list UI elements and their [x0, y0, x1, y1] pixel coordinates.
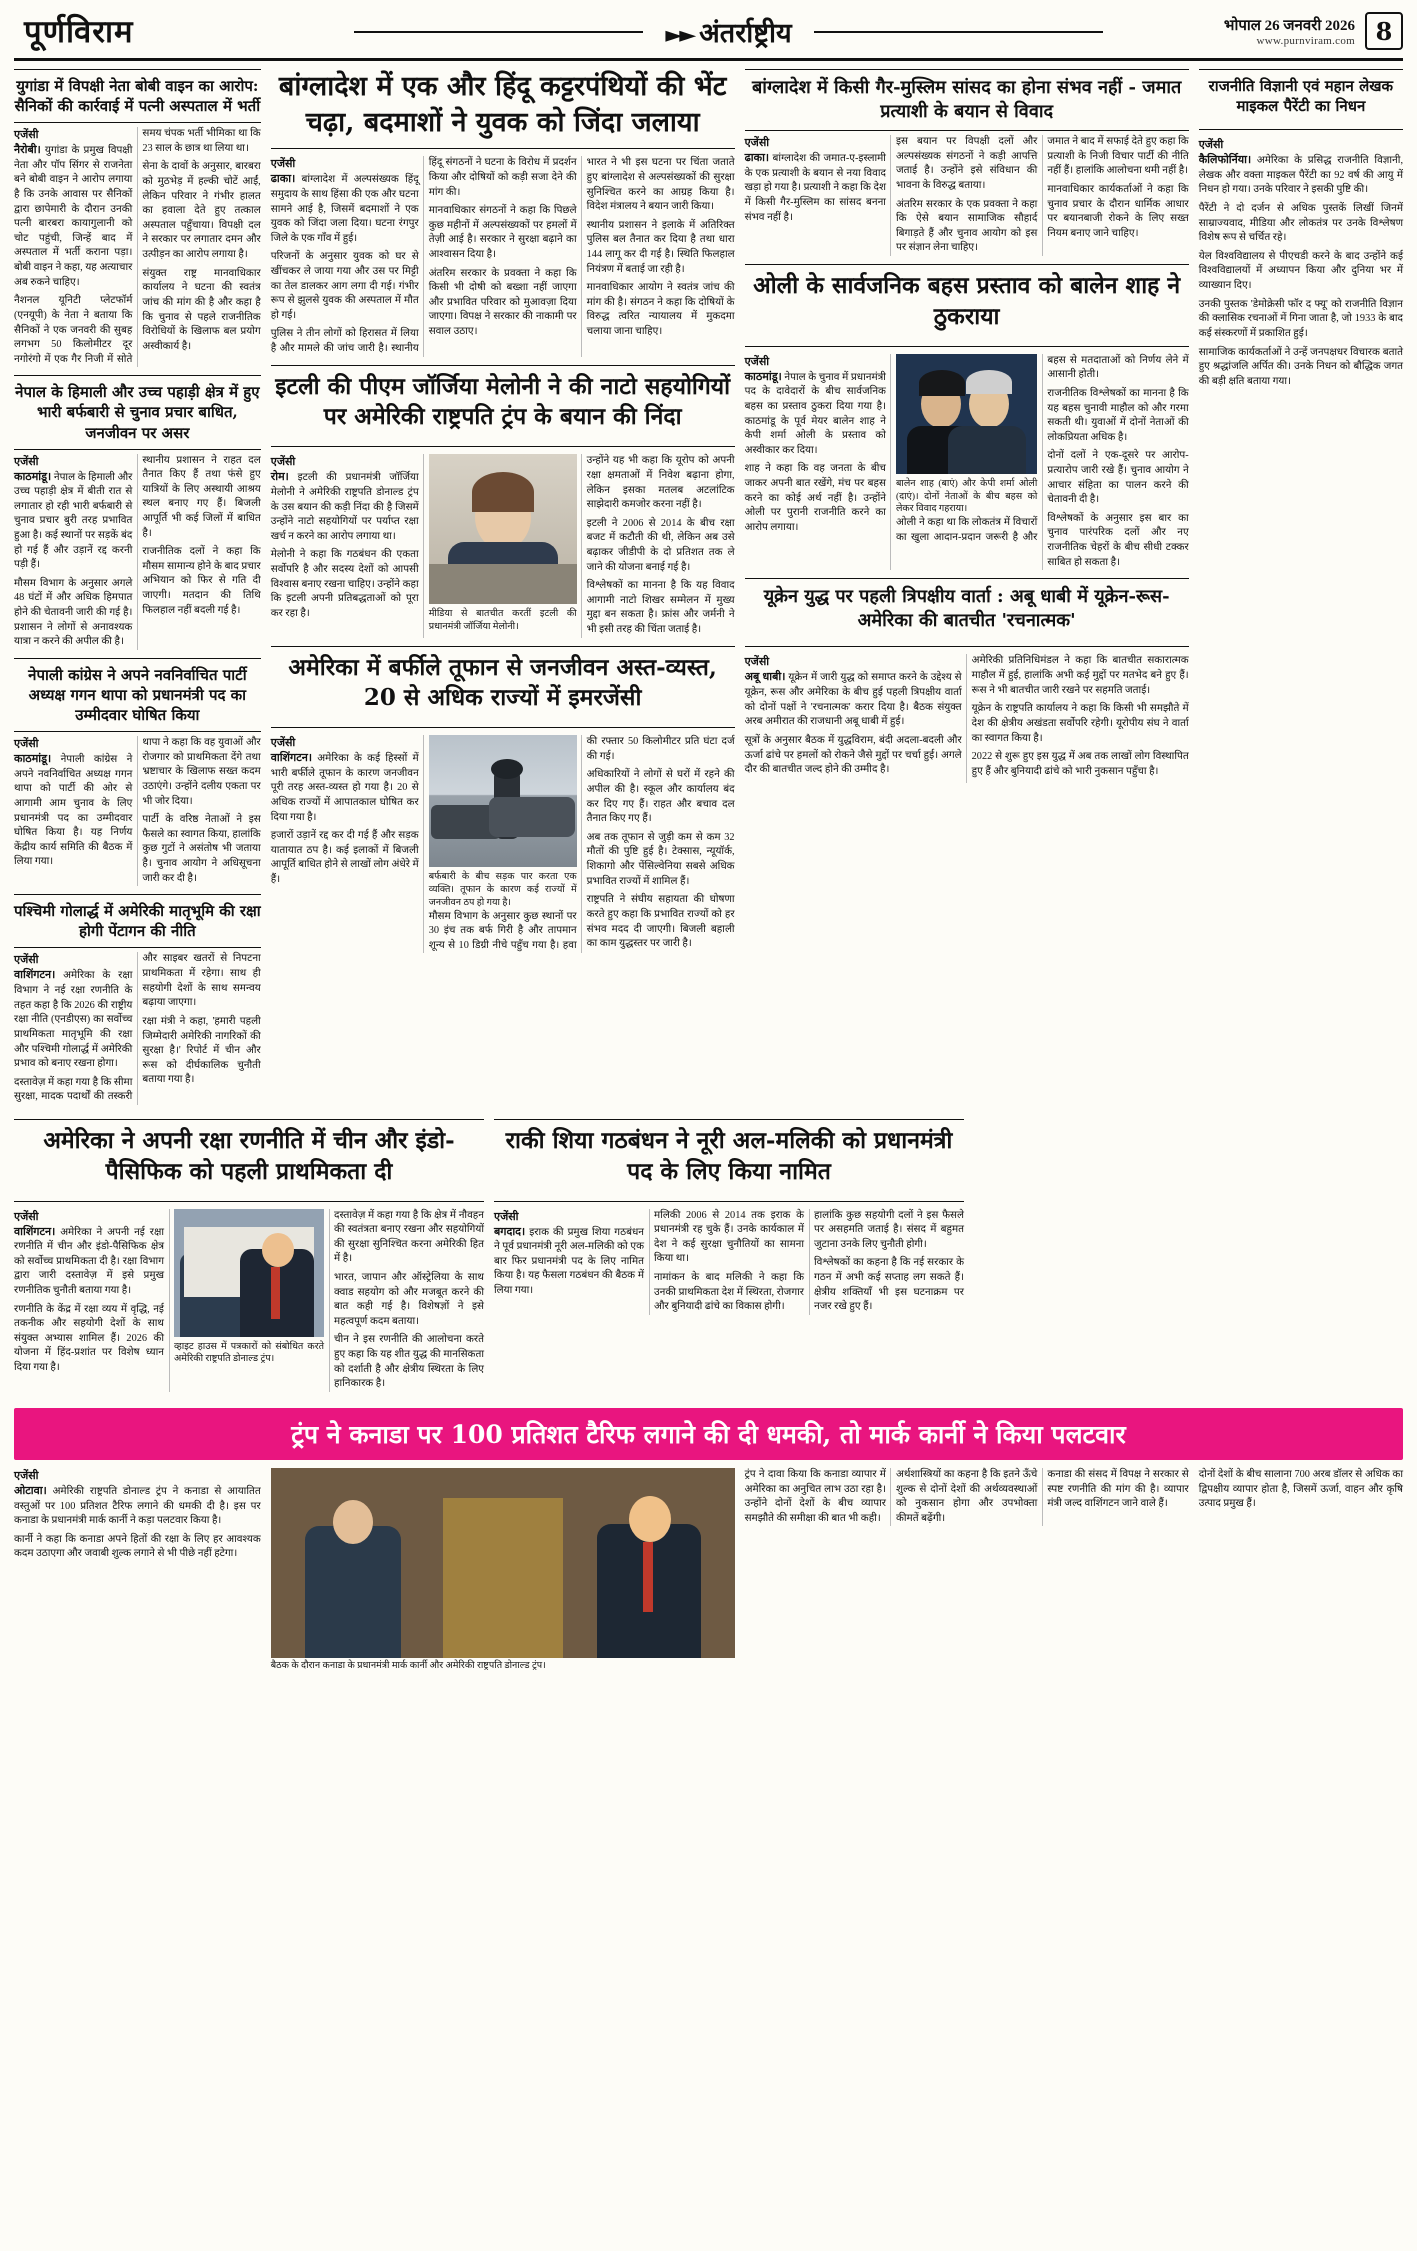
article-paragraph: दोनों देशों के बीच सालाना 700 अरब डॉलर से अधिक का द्विपक्षीय व्यापार होता है, जिसमें ऊर्जा, वाहन और कृषि उत्पाद प्रमुख हैं।	[1198, 1468, 1404, 1510]
byline-oli: एजेंसी	[744, 355, 770, 368]
photo-trump-white-house	[174, 1209, 324, 1337]
article-paragraph: काठमांडू। नेपाली कांग्रेस ने अपने नवनिर्वाचित अध्यक्ष गगन थापा को पार्टी की ओर से आगामी आम चुनाव के लिए प्रधानमंत्री पद का उम्मीदवार घोषित किया है। यह निर्णय केंद्रीय कार्य समिति की बैठक में लिया गया।	[14, 753, 133, 868]
headline-pentagon[interactable]: पश्चिमी गोलार्द्ध में अमेरिकी मातृभूमि की रक्षा होगी पेंटागन की नीति	[14, 902, 261, 941]
article-paragraph: वाशिंगटन। अमेरिका के रक्षा विभाग ने नई रक्षा रणनीति के तहत कहा है कि 2026 की राष्ट्रीय रक्षा नीति (एनडीएस) का सर्वोच्च प्राथमिकता मातृभूमि की रक्षा और पश्चिमी गोलार्द्ध में अमेरिकी प्रभाव को बनाए रखना होगा।	[14, 969, 133, 1070]
article-paragraph: मौसम विभाग के अनुसार कुछ स्थानों पर 30 इंच तक बर्फ गिरी है और तापमान शून्य से 10 डिग्री नीचे पहुँच गया है। हवा की रफ्तार 50 किलोमीटर प्रति घंटा दर्ज की गई।	[428, 736, 735, 951]
article-paragraph: अबू धाबी। यूक्रेन में जारी युद्ध को समाप्त करने के उद्देश्य से यूक्रेन, रूस और अमेरिका के बीच हुई पहली त्रिपक्षीय वार्ता को दोनों पक्षों ने 'रचनात्मक' करार दिया है। बैठक संयुक्त अरब अमीरात की राजधानी अबू धाबी में हुई।	[744, 671, 962, 728]
article-nepal-snowfall	[14, 375, 261, 650]
tariff-col-4	[1199, 1468, 1403, 1673]
article-paragraph: मौसम विभाग के अनुसार अगले 48 घंटों में और अधिक हिमपात होने की चेतावनी जारी की गई है। प्रशासन ने लोगों से अनावश्यक यात्रा न करने की अपील की है।	[14, 577, 133, 648]
article-paragraph: स्थानीय प्रशासन ने राहत दल तैनात किए हैं तथा फंसे हुए यात्रियों के लिए अस्थायी आश्रय स्थल बनाए गए हैं। बिजली आपूर्ति भी कई जिलों में बाधित है।	[142, 454, 261, 539]
article-paragraph: नैरोबी। युगांडा के प्रमुख विपक्षी नेता और पॉप सिंगर से राजनेता बने बोबी वाइन ने आरोप लगाया है कि उनके आवास पर सैनिकों द्वारा छापेमारी के दौरान उनकी पत्नी बारबरा कायागुलानी को चोट पहुंची, जिन्हें बाद में अस्पताल में भर्ती कराना पड़ा। बोबी वाइन ने कहा, यह अत्याचार अब रुकने चाहिए।	[14, 144, 133, 288]
banner-headline-tariff[interactable]: ट्रंप ने कनाडा पर 100 प्रतिशत टैरिफ लगाने की दी धमकी, तो मार्क कार्नी ने किया पलटवार	[14, 1408, 1403, 1460]
article-paragraph: सामाजिक कार्यकर्ताओं ने उन्हें जनपक्षधर विचारक बताते हुए श्रद्धांजलि अर्पित की। उनके निधन को बौद्धिक जगत की बड़ी क्षति बताया गया।	[1198, 346, 1404, 387]
photo-caption-snowstorm: बर्फबारी के बीच सड़क पार करता एक व्यक्ति। तूफान के कारण कई राज्यों में जनजीवन ठप हो गया है।	[428, 872, 577, 908]
article-paragraph: येल विश्वविद्यालय से पीएचडी करने के बाद उन्होंने कई विश्वविद्यालयों में अध्यापन किया और दुनिया भर में व्याख्यान दिए।	[1198, 250, 1404, 292]
tariff-body	[14, 1468, 1403, 1673]
article-paragraph: मलिकी 2006 से 2014 तक इराक के प्रधानमंत्री रह चुके हैं। उनके कार्यकाल में देश ने कई सुरक्षा चुनौतियों का सामना किया था।	[654, 1209, 804, 1265]
byline-storm: एजेंसी	[270, 737, 296, 750]
byline-bangladesh: एजेंसी	[270, 158, 296, 171]
article-indo-pacific	[14, 1119, 484, 1392]
column-1	[14, 69, 261, 1113]
photo-oli-balen	[896, 354, 1037, 474]
article-paragraph: विश्लेषकों का कहना है कि नई सरकार के गठन में अभी कई सप्ताह लग सकते हैं। क्षेत्रीय शक्तियाँ भी इस घटनाक्रम पर नजर रखे हुए हैं।	[814, 1257, 964, 1313]
article-paragraph: ट्रंप ने दावा किया कि कनाडा व्यापार में अमेरिका का अनुचित लाभ उठा रहा है। उन्होंने दोनों देशों के बीच व्यापार समझौते की समीक्षा की बात भी कही।	[744, 1468, 886, 1524]
article-paragraph: स्थानीय प्रशासन ने इलाके में अतिरिक्त पुलिस बल तैनात कर दिया है तथा धारा 144 लागू कर दी गई है। स्थिति फिलहाल नियंत्रण में बताई जा रही है।	[586, 219, 735, 275]
tariff-col-3	[745, 1468, 1189, 1673]
article-paragraph: इटली ने 2006 से 2014 के बीच रक्षा बजट में कटौती की थी, लेकिन अब उसे बढ़ाकर जीडीपी के दो प्रतिशत तक ले जाने की योजना बनाई गई है।	[586, 517, 735, 573]
headline-uganda[interactable]: युगांडा में विपक्षी नेता बोबी वाइन का आरोप: सैनिकों की कार्रवाई में पत्नी अस्पताल में भर्ती	[14, 77, 261, 116]
headline-obituary-parenti[interactable]: राजनीति विज्ञानी एवं महान लेखक माइकल पैरेंटी का निधन	[1208, 77, 1394, 116]
article-paragraph: यूक्रेन के राष्ट्रपति कार्यालय ने कहा कि किसी भी समझौते में देश की क्षेत्रीय अखंडता सर्वोपरि रहेगी। यूरोपीय संघ ने वार्ता का स्वागत किया है।	[971, 703, 1189, 744]
article-tariff	[14, 1408, 1403, 1673]
article-paragraph: नामांकन के बाद मलिकी ने कहा कि उनकी प्राथमिकता देश में स्थिरता, रोजगार और बुनियादी ढांचे का विकास होगी।	[654, 1272, 804, 1313]
photo-meloni	[429, 454, 577, 604]
section-title	[643, 13, 813, 50]
article-paragraph: जमात ने बाद में सफाई देते हुए कहा कि प्रत्याशी के निजी विचार पार्टी की नीति नहीं हैं। हालांकि आलोचना थमी नहीं है।	[1047, 136, 1189, 177]
section-label: अंतर्राष्ट्रीय	[699, 17, 792, 49]
headline-ukraine-talks[interactable]: यूक्रेन युद्ध पर पहली त्रिपक्षीय वार्ता : अबू धाबी में यूक्रेन-रूस-अमेरिका की बातचीत 'रचनात्मक'	[763, 586, 1170, 632]
photo-carney-trump	[271, 1468, 735, 1658]
article-paragraph: वाशिंगटन। अमेरिका ने अपनी नई रक्षा रणनीति में चीन और इंडो-पैसिफिक क्षेत्र को सर्वोच्च प्राथमिकता दी है। रक्षा विभाग द्वारा जारी दस्तावेज़ में इसे प्रमुख रणनीतिक चुनौती बताया गया है।	[14, 1225, 164, 1297]
article-paragraph: पुलिस ने तीन लोगों को हिरासत में लिया है और मामले की जांच जारी है। स्थानीय हिंदू संगठनों ने घटना के विरोध में प्रदर्शन किया और दोषियों को कड़ी सजा देने की मांग की।	[270, 157, 577, 355]
article-paragraph: पार्टी के वरिष्ठ नेताओं ने इस फैसले का स्वागत किया, हालांकि कुछ गुटों ने असंतोष भी जताया है। चुनाव आयोग ने अधिसूचना जारी कर दी है।	[142, 814, 261, 884]
article-paragraph: उन्होंने यह भी कहा कि यूरोप को अपनी रक्षा क्षमताओं में निवेश बढ़ाना होगा, लेकिन इसका मतलब अटलांटिक साझेदारी कमजोर करना नहीं है।	[586, 455, 735, 511]
article-paragraph: 2022 से शुरू हुए इस युद्ध में अब तक लाखों लोग विस्थापित हुए हैं और बुनियादी ढांचे को भारी नुकसान पहुँचा है।	[971, 751, 1189, 777]
lower-column-2	[494, 1119, 964, 1400]
article-paragraph: मेलोनी ने कहा कि गठबंधन की एकता सर्वोपरि है और सदस्य देशों को आपसी विश्वास बनाए रखना चाहिए। उन्होंने कहा कि इटली अपनी प्रतिबद्धताओं को पूरा कर रहा है।	[270, 549, 419, 619]
article-paragraph: विश्लेषकों का मानना है कि यह विवाद आगामी नाटो शिखर सम्मेलन में मुख्य मुद्दा बन सकता है। फ्रांस और जर्मनी ने भी इसी तरह की चिंता जताई है।	[586, 580, 735, 635]
article-ukraine-talks	[745, 578, 1189, 782]
article-paragraph: हालांकि कुछ सहयोगी दलों ने इस फैसले पर असहमति जताई है। संसद में बहुमत जुटाना उनके लिए चुनौती होगी।	[814, 1209, 964, 1250]
article-paragraph: हजारों उड़ानें रद्द कर दी गई हैं और सड़क यातायात ठप है। कई इलाकों में बिजली आपूर्ति बाधित होने से लाखों लोग अंधेरे में हैं।	[270, 830, 419, 886]
article-pentagon	[14, 894, 261, 1105]
article-paragraph: अंतरिम सरकार के एक प्रवक्ता ने कहा कि ऐसे बयान सामाजिक सौहार्द बिगाड़ते हैं और चुनाव आयोग को इस पर संज्ञान लेना चाहिए।	[895, 198, 1038, 254]
column-3	[745, 69, 1189, 1113]
headline-meloni[interactable]: इटली की पीएम जॉर्जिया मेलोनी ने की नाटो सहयोगियों पर अमेरिकी राष्ट्रपति ट्रंप के बयान की निंदा	[275, 372, 731, 431]
lower-section	[14, 1119, 1403, 1400]
website-url[interactable]: www.purnviram.com	[1256, 35, 1355, 47]
article-paragraph: बगदाद। इराक की प्रमुख शिया गठबंधन ने पूर्व प्रधानमंत्री नूरी अल-मलिकी को एक बार फिर प्रधानमंत्री पद के लिए नामित किया है। यह फैसला गठबंधन की बैठक में लिया गया।	[494, 1225, 645, 1297]
article-paragraph: संयुक्त राष्ट्र मानवाधिकार कार्यालय ने घटना की स्वतंत्र जांच की मांग की है और कहा है कि चुनाव से पहले राजनीतिक विरोधियों के खिलाफ बल प्रयोग अस्वीकार्य है।	[142, 267, 261, 352]
article-paragraph: अधिकारियों ने लोगों से घरों में रहने की अपील की है। स्कूल और कार्यालय बंद कर दिए गए हैं। राहत और बचाव दल तैनात किए गए हैं।	[586, 769, 735, 825]
article-paragraph: थापा ने कहा कि वह युवाओं और रोजगार को प्राथमिकता देंगे तथा भ्रष्टाचार के खिलाफ सख्त कदम उठाएंगे। उन्होंने दलीय एकता पर भी जोर दिया।	[142, 737, 261, 807]
article-paragraph: भारत, जापान और ऑस्ट्रेलिया के साथ क्वाड सहयोग को और मजबूत करने की बात कही गई है। विशेषज्ञों ने इसे महत्वपूर्ण कदम बताया।	[334, 1272, 484, 1327]
headline-bangladesh-hindu-attack[interactable]: बांग्लादेश में एक और हिंदू कट्टरपंथियों की भेंट चढ़ा, बदमाशों ने युवक को जिंदा जलाया	[278, 71, 727, 139]
article-paragraph: दस्तावेज़ में कहा गया है कि क्षेत्र में नौवहन की स्वतंत्रता बनाए रखना और सहयोगियों की सुरक्षा सुनिश्चित करना अमेरिकी हित में है।	[334, 1209, 484, 1265]
byline-indo-pacific: एजेंसी	[14, 1210, 39, 1223]
article-paragraph: रोम। इटली की प्रधानमंत्री जॉर्जिया मेलोनी ने अमेरिकी राष्ट्रपति डोनाल्ड ट्रंप के उस बयान की कड़ी निंदा की है जिसमें उन्होंने नाटो सहयोगियों पर पर्याप्त रक्षा खर्च न करने का आरोप लगाया था।	[270, 471, 419, 542]
article-paragraph: परिजनों के अनुसार युवक को घर से खींचकर ले जाया गया और उस पर मिट्टी का तेल डालकर आग लगा दी गई। गंभीर रूप से झुलसे युवक की अस्पताल में मौत हो गई।	[270, 251, 419, 321]
article-nepali-congress	[14, 658, 261, 886]
article-paragraph: सूत्रों के अनुसार बैठक में युद्धविराम, बंदी अदला-बदली और ऊर्जा ढांचे पर हमलों को रोकने जैसे मुद्दों पर चर्चा हुई। अगले दौर की बातचीत जल्द होने की उम्मीद है।	[744, 734, 962, 776]
article-paragraph: कैलिफोर्निया। अमेरिका के प्रसिद्ध राजनीति विज्ञानी, लेखक और वक्ता माइकल पैरेंटी का 92 वर्ष की आयु में निधन हो गया। उनके परिवार ने इसकी पुष्टि की।	[1198, 154, 1404, 196]
masthead-right	[1103, 12, 1403, 50]
photo-snowstorm	[429, 735, 577, 867]
article-iraq-maliki	[494, 1119, 964, 1315]
byline-ukraine: एजेंसी	[744, 656, 770, 669]
article-meloni	[271, 365, 735, 638]
article-paragraph: सेना के दावों के अनुसार, बारबरा को मुठभेड़ में हल्की चोटें आईं, लेकिन परिवार ने गंभीर हालत का हवाला देते हुए तत्काल अस्पताल पहुँचाया। विपक्षी दल ने सरकार पर लगातार दमन और उत्पीड़न का आरोप लगाया है।	[142, 161, 261, 261]
byline-tariff: एजेंसी	[14, 1469, 39, 1482]
article-paragraph: मानवाधिकार संगठनों ने कहा कि पिछले कुछ महीनों में अल्पसंख्यकों पर हमलों में तेज़ी आई है। सरकार ने सुरक्षा बढ़ाने का आश्वासन दिया है।	[428, 205, 577, 260]
article-oli-debate	[745, 264, 1189, 570]
headline-indo-pacific[interactable]: अमेरिका ने अपनी रक्षा रणनीति में चीन और इंडो-पैसिफिक को पहली प्राथमिकता दी	[43, 1126, 455, 1185]
article-paragraph: कनाडा की संसद में विपक्ष ने सरकार से स्पष्ट रणनीति की मांग की है। व्यापार मंत्री जल्द वाशिंगटन जाने वाले हैं।	[1047, 1468, 1189, 1510]
article-paragraph: अर्थशास्त्रियों का कहना है कि इतने ऊँचे शुल्क से दोनों देशों की अर्थव्यवस्थाओं को नुकसान होगा और उपभोक्ता कीमतें बढ़ेंगी।	[895, 1468, 1038, 1524]
article-paragraph: मानवाधिकार कार्यकर्ताओं ने कहा कि चुनाव प्रचार के दौरान धार्मिक आधार पर बयानबाजी रोकने के लिए सख्त नियम बनाए जाने चाहिए।	[1047, 184, 1189, 239]
byline-nepali-congress: एजेंसी	[14, 738, 39, 751]
article-paragraph: रक्षा मंत्री ने कहा, 'हमारी पहली जिम्मेदारी अमेरिकी नागरिकों की सुरक्षा है।' रिपोर्ट में चीन और रूस को दीर्घकालिक चुनौती बताया गया है।	[142, 1015, 261, 1086]
tariff-col-2	[271, 1468, 735, 1673]
article-obituary-parenti	[1199, 69, 1403, 393]
article-paragraph: भारत ने भी इस घटना पर चिंता जताते हुए बांग्लादेश से अल्पसंख्यकों की सुरक्षा सुनिश्चित करने का आग्रह किया है। विदेश मंत्रालय ने बयान जारी किया।	[586, 157, 735, 213]
article-paragraph: अमेरिकी प्रतिनिधिमंडल ने कहा कि बातचीत सकारात्मक माहौल में हुई, हालांकि अभी कई मुद्दों पर मतभेद बने हुए हैं। रूस ने भी बातचीत जारी रखने पर सहमति जताई।	[971, 655, 1189, 696]
article-bangladesh-hindu-attack	[271, 69, 735, 357]
article-paragraph: रणनीति के केंद्र में रक्षा व्यय में वृद्धि, नई तकनीक और सहयोगी देशों के साथ संयुक्त अभ्यास शामिल हैं। 2026 की योजना में हिंद-प्रशांत पर विशेष ध्यान दिया गया है।	[14, 1303, 164, 1374]
headline-nepali-congress[interactable]: नेपाली कांग्रेस ने अपने नवनिर्वाचित पार्टी अध्यक्ष गगन थापा को प्रधानमंत्री पद का उम्मीदवार घोषित किया	[28, 665, 247, 725]
byline-nepal-snowfall: एजेंसी	[14, 455, 39, 468]
issue-date: भोपाल 26 जनवरी 2026	[1223, 18, 1355, 34]
double-chevron-right-icon: ►►	[665, 21, 694, 48]
byline-pentagon: एजेंसी	[14, 954, 39, 967]
article-paragraph: अंतरिम सरकार के प्रवक्ता ने कहा कि किसी भी दोषी को बख्शा नहीं जाएगा और प्रभावित परिवार को मुआवज़ा दिया जाएगा। विपक्ष ने सरकार की नाकामी पर सवाल उठाए।	[428, 267, 577, 338]
column-4	[1199, 69, 1403, 1113]
byline-uganda: एजेंसी	[14, 129, 39, 142]
article-paragraph: नैशनल यूनिटी प्लेटफॉर्म (एनयूपी) के नेता ने बताया कि सैनिकों ने एक जनवरी की सुबह लगभग 50 किलोमीटर दूर नगोरंगो में एक गैर निजी में सोते समय चंपक भर्ती भीमिका था कि 23 साल के छात्र था लिया था।	[14, 128, 261, 365]
newspaper-logo: पूर्णविराम	[24, 14, 134, 50]
column-2	[271, 69, 735, 1113]
article-paragraph: इस बयान पर विपक्षी दलों और अल्पसंख्यक संगठनों ने कड़ी आपत्ति जताई है। उन्होंने इसे संविधान की भावना के विरुद्ध बताया।	[895, 136, 1038, 192]
article-bangladesh-mp	[745, 69, 1189, 256]
article-paragraph: विश्लेषकों के अनुसार इस बार का चुनाव पारंपरिक दलों और नए राजनीतिक चेहरों के बीच सीधी टक्कर साबित हो सकता है।	[1047, 512, 1189, 568]
byline-obituary: एजेंसी	[1198, 139, 1224, 152]
article-paragraph: ढाका। बांग्लादेश में अल्पसंख्यक हिंदू समुदाय के साथ हिंसा की एक और घटना सामने आई है, जिसमें बदमाशों ने एक युवक को जिंदा जला दिया। घटना रंगपुर जिले के एक गाँव में हुई।	[270, 173, 419, 244]
article-uganda	[14, 69, 261, 367]
byline-iraq: एजेंसी	[494, 1210, 519, 1223]
article-paragraph: राजनीतिक विश्लेषकों का मानना है कि यह बहस चुनावी माहौल को और गरमा सकती थी। युवाओं में दोनों नेताओं की लोकप्रियता अधिक है।	[1047, 387, 1189, 443]
byline-meloni: एजेंसी	[270, 456, 296, 469]
tariff-col-1	[14, 1468, 261, 1673]
photo-caption-tariff: बैठक के दौरान कनाडा के प्रधानमंत्री मार्क कार्नी और अमेरिकी राष्ट्रपति डोनाल्ड ट्रंप।	[270, 1660, 546, 1671]
section-banner	[354, 13, 1103, 50]
byline-bangladesh-mp: एजेंसी	[744, 137, 770, 150]
article-paragraph: उनकी पुस्तक 'डेमोक्रेसी फॉर द फ्यू' को राजनीति विज्ञान की क्लासिक रचनाओं में गिना जाता है, जो 1933 के बाद कई संस्करणों में प्रकाशित हुई।	[1198, 298, 1404, 339]
photo-caption-oli: बालेन शाह (बाएं) और केपी शर्मा ओली (दाएं)। दोनों नेताओं के बीच बहस को लेकर विवाद गहराया।	[895, 478, 1038, 515]
headline-iraq-maliki[interactable]: राकी शिया गठबंधन ने नूरी अल-मलिकी को प्रधानमंत्री पद के लिए किया नामित	[505, 1126, 953, 1185]
photo-caption-indo-pacific: व्हाइट हाउस में पत्रकारों को संबोधित करते अमेरिकी राष्ट्रपति डोनाल्ड ट्रंप।	[174, 1341, 324, 1365]
headline-bangladesh-mp[interactable]: बांग्लादेश में किसी गैर-मुस्लिम सांसद का होना संभव नहीं - जमात प्रत्याशी के बयान से विवाद	[752, 77, 1182, 123]
article-paragraph: ढाका। बांग्लादेश की जमात-ए-इस्लामी के एक प्रत्याशी के बयान से नया विवाद खड़ा हो गया है। प्रत्याशी ने कहा कि देश में किसी गैर-मुस्लिम का सांसद बनना संभव नहीं है।	[744, 152, 886, 223]
article-paragraph: चीन ने इस रणनीति की आलोचना करते हुए कहा कि यह शीत युद्ध की मानसिकता को दर्शाती है और क्षेत्रीय स्थिरता के लिए हानिकारक है।	[334, 1334, 484, 1390]
article-paragraph: मानवाधिकार आयोग ने स्वतंत्र जांच की मांग की है। संगठन ने कहा कि दोषियों के विरुद्ध त्वरित न्यायालय में मुकदमा चलाया जाना चाहिए।	[586, 282, 735, 338]
article-paragraph: ओली ने कहा था कि लोकतंत्र में विचारों का खुला आदान-प्रदान जरूरी है और बहस से मतदाताओं को निर्णय लेने में आसानी होती।	[895, 354, 1189, 543]
article-paragraph: काठमांडू। नेपाल के हिमाली और उच्च पहाड़ी क्षेत्र में बीती रात से लगातार हो रही भारी बर्फबारी से चुनाव प्रचार बुरी तरह प्रभावित हुआ है। कई स्थानों पर सड़कें बंद हो गई हैं और उड़ानें रद्द करनी पड़ी हैं।	[14, 470, 133, 571]
article-paragraph: दस्तावेज़ में कहा गया है कि सीमा सुरक्षा, मादक पदार्थों की तस्करी और साइबर खतरों से निपटना प्राथमिकता में रहेगा। साथ ही सहयोगी देशों के साथ समन्वय बढ़ाया जाएगा।	[14, 953, 261, 1103]
article-paragraph: शाह ने कहा कि वह जनता के बीच जाकर अपनी बात रखेंगे, मंच पर बहस करने का कोई अर्थ नहीं है। उन्होंने ओली पर पुरानी राजनीति करने का आरोप लगाया।	[744, 463, 886, 533]
page-content	[14, 69, 1403, 1113]
headline-us-snowstorm[interactable]: अमेरिका में बर्फीले तूफान से जनजीवन अस्त-व्यस्त, 20 से अधिक राज्यों में इमरजेंसी	[288, 653, 717, 712]
article-paragraph: पैरेंटी ने दो दर्जन से अधिक पुस्तकें लिखीं जिनमें साम्राज्यवाद, मीडिया और लोकतंत्र पर उनके विश्लेषण विशेष रूप से चर्चित रहे।	[1198, 203, 1404, 244]
article-paragraph: वाशिंगटन। अमेरिका के कई हिस्सों में भारी बर्फीले तूफान के कारण जनजीवन पूरी तरह अस्त-व्यस्त हो गया है। 20 से अधिक राज्यों में आपातकाल घोषित कर दिया गया है।	[270, 752, 419, 823]
lower-column-3	[974, 1119, 1181, 1400]
masthead-left	[14, 10, 354, 52]
article-paragraph: अब तक तूफान से जुड़ी कम से कम 32 मौतों की पुष्टि हुई है। टेक्सास, न्यूयॉर्क, शिकागो और पेंसिल्वेनिया सबसे अधिक प्रभावित राज्यों में शामिल हैं।	[586, 831, 735, 887]
article-paragraph: राजनीतिक दलों ने कहा कि मौसम सामान्य होने के बाद प्रचार अभियान को फिर से गति दी जाएगी। मतदान की तिथि फिलहाल नहीं बदली गई है।	[142, 546, 261, 616]
article-paragraph: ओटावा। अमेरिकी राष्ट्रपति डोनाल्ड ट्रंप ने कनाडा से आयातित वस्तुओं पर 100 प्रतिशत टैरिफ लगाने की धमकी दी है। इस पर कनाडा के प्रधानमंत्री मार्क कार्नी ने कड़ा पलटवार किया है।	[14, 1484, 261, 1527]
article-us-snowstorm	[271, 646, 735, 954]
page-number: 8	[1365, 12, 1403, 50]
article-paragraph: राष्ट्रपति ने संघीय सहायता की घोषणा करते हुए कहा कि प्रभावित राज्यों को हर संभव मदद दी जाएगी। बिजली बहाली का काम युद्धस्तर पर जारी है।	[586, 894, 735, 950]
photo-caption-meloni: मीडिया से बातचीत करतीं इटली की प्रधानमंत्री जॉर्जिया मेलोनी।	[428, 609, 577, 633]
article-paragraph: कार्नी ने कहा कि कनाडा अपने हितों की रक्षा के लिए हर आवश्यक कदम उठाएगा और जवाबी शुल्क लगाने से भी पीछे नहीं हटेगा।	[14, 1533, 261, 1560]
headline-oli-debate[interactable]: ओली के सार्वजनिक बहस प्रस्ताव को बालेन शाह ने ठुकराया	[753, 272, 1181, 330]
article-paragraph: दोनों दलों ने एक-दूसरे पर आरोप-प्रत्यारोप जारी रखे हैं। चुनाव आयोग ने आचार संहिता का पालन करने की चेतावनी दी है।	[1047, 450, 1189, 506]
lower-column-1	[14, 1119, 484, 1400]
headline-nepal-snowfall[interactable]: नेपाल के हिमाली और उच्च पहाड़ी क्षेत्र में हुए भारी बर्फबारी से चुनाव प्रचार बाधित, जनजीवन पर असर	[15, 383, 260, 442]
article-paragraph: काठमांडू। नेपाल के चुनाव में प्रधानमंत्री पद के दावेदारों के बीच सार्वजनिक बहस का प्रस्ताव ठुकरा दिया गया है। काठमांडू के पूर्व मेयर बालेन शाह ने केपी शर्मा ओली के प्रस्ताव को अस्वीकार कर दिया।	[744, 370, 886, 456]
masthead	[14, 10, 1403, 61]
